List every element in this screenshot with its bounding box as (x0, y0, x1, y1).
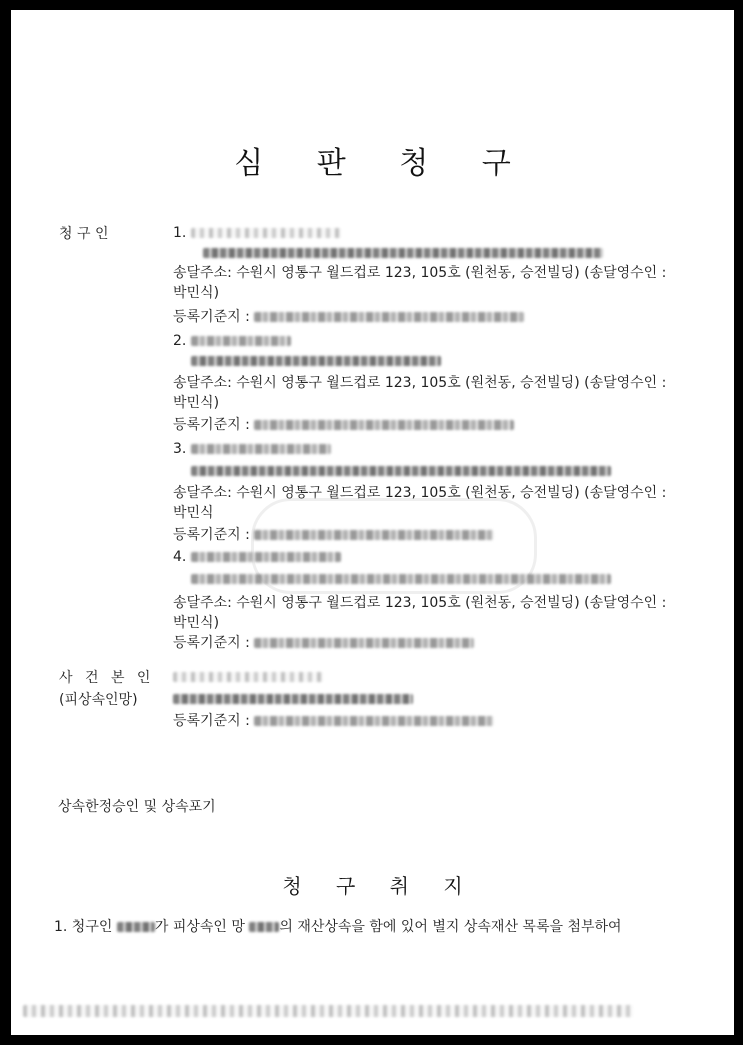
claimant-1-name-line (173, 223, 341, 243)
claimant-4-delivery-line-2: 박민식) (173, 615, 220, 631)
registry-label: 등록기준지 : (173, 635, 250, 651)
redacted-registry (254, 312, 524, 322)
claimant-1-address-line (203, 243, 603, 263)
redacted-name (191, 336, 291, 346)
redacted-address (191, 466, 611, 476)
subject-label-deceased: (피상속인망) (59, 692, 138, 708)
claimant-2-number: 2. (173, 333, 187, 349)
redacted-name (191, 552, 341, 562)
claim-text-part-3: 의 재산상속을 함에 있어 별지 상속재산 목록을 첨부하여 (279, 919, 622, 935)
redacted-name (191, 228, 341, 238)
purpose-title: 청 구 취 지 (282, 874, 477, 898)
redacted-name (173, 672, 323, 682)
redacted-name (191, 444, 331, 454)
redacted-address (173, 694, 413, 704)
claimant-label: 청 구 인 (59, 226, 109, 242)
claimant-3-delivery-line-1: 송달주소: 수원시 영통구 월드컵로 123, 105호 (원천동, 승전빌딩) (송달영수인 : (173, 485, 667, 501)
claimant-3-number: 3. (173, 441, 187, 457)
claimant-1-delivery-line-2: 박민식) (173, 285, 220, 301)
redacted-address (191, 356, 441, 366)
claimant-2-name-line (173, 331, 291, 351)
claimant-3-registry-line (173, 525, 494, 545)
claimant-4-registry-line (173, 633, 474, 653)
claimant-4-number: 4. (173, 549, 187, 565)
document-title: 심 판 청 구 (234, 146, 533, 181)
claimant-3-delivery-line-2: 박민식 (173, 505, 214, 521)
case-type: 상속한정승인 및 상속포기 (58, 799, 216, 815)
claimant-4-delivery-line-1: 송달주소: 수원시 영통구 월드컵로 123, 105호 (원천동, 승전빌딩) (송달영수인 : (173, 595, 667, 611)
registry-label: 등록기준지 : (173, 713, 250, 729)
redacted-registry (254, 716, 494, 726)
redacted-address (203, 248, 603, 258)
claimant-4-address-line (191, 569, 611, 589)
redacted-registry (254, 420, 514, 430)
redacted-registry (254, 638, 474, 648)
registry-label: 등록기준지 : (173, 309, 250, 325)
registry-label: 등록기준지 : (173, 527, 250, 543)
redacted-bottom-line (23, 1000, 633, 1012)
registry-label: 등록기준지 : (173, 417, 250, 433)
claimant-3-name-line (173, 439, 331, 459)
claimant-2-delivery-line-1: 송달주소: 수원시 영통구 월드컵로 123, 105호 (원천동, 승전빌딩) (송달영수인 : (173, 375, 667, 391)
claim-text-part-2: 가 피상속인 망 (154, 919, 245, 935)
claimant-2-registry-line (173, 415, 514, 435)
claimant-4-name-line (173, 547, 341, 567)
redacted-text (23, 1005, 633, 1017)
document-page (11, 10, 734, 1035)
claimant-2-address-line (191, 351, 441, 371)
claim-text-part-1: 1. 청구인 (54, 919, 113, 935)
subject-label: 사 건 본 인 (59, 670, 155, 686)
claimant-3-address-line (191, 461, 611, 481)
subject-registry-line (173, 711, 494, 731)
claimant-1-delivery-line-1: 송달주소: 수원시 영통구 월드컵로 123, 105호 (원천동, 승전빌딩) (송달영수인 : (173, 265, 667, 281)
redacted-name (117, 922, 155, 932)
redacted-address (191, 574, 611, 584)
subject-address-line (173, 689, 413, 709)
claimant-1-number: 1. (173, 225, 187, 241)
subject-name-line (173, 667, 323, 687)
redacted-registry (254, 530, 494, 540)
redacted-name (249, 922, 279, 932)
claimant-2-delivery-line-2: 박민식) (173, 395, 220, 411)
claimant-1-registry-line (173, 307, 524, 327)
claim-purpose-line (54, 916, 622, 936)
